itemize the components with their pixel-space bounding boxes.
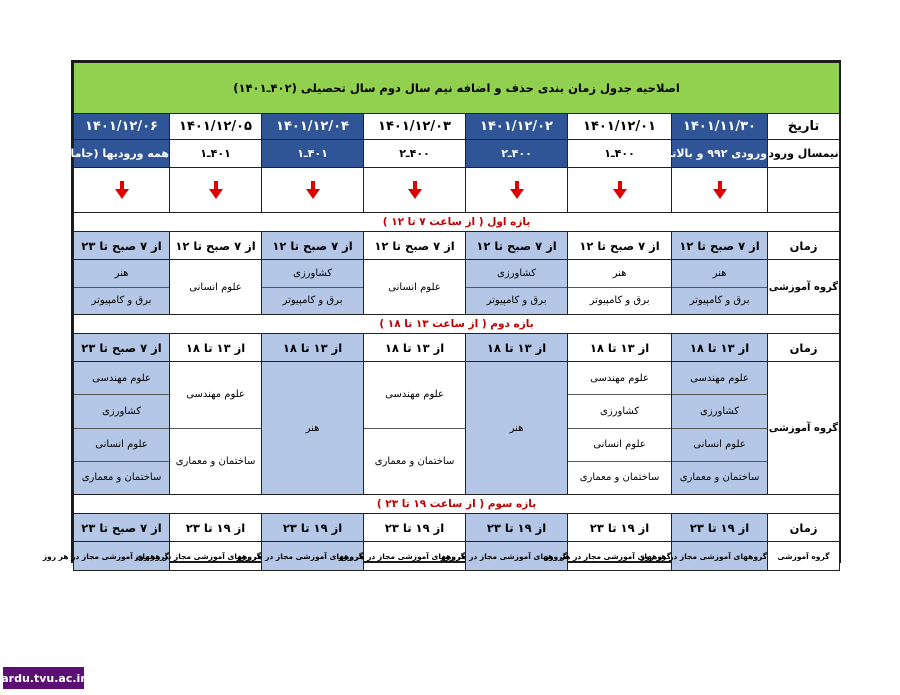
time-cell: از ۱۳ تا ۱۸: [466, 334, 568, 362]
date-cell: ۱۴۰۱/۱۲/۰۵: [170, 114, 262, 140]
group-item: کشاورزی: [466, 260, 567, 288]
table-title: اصلاحیه جدول زمان بندی حذف و اضافه نیم سال دوم سال تحصیلی (۴۰۲ـ۱۴۰۱): [74, 63, 840, 114]
group-cell: گروههای آموزشی مجاز در هر روز: [672, 542, 768, 571]
time-cell: از ۱۹ تا ۲۳: [364, 514, 466, 542]
entry-cell: ۴۰۰ـ۱: [568, 140, 672, 168]
group-item: علوم مهندسی: [364, 362, 465, 429]
time-cell: از ۷ صبح تا ۱۲: [170, 232, 262, 260]
group-item: علوم انسانی: [388, 281, 441, 293]
group-item: برق و کامپیوتر: [589, 295, 650, 307]
band-heading-second: بازه دوم ( از ساعت ۱۳ تا ۱۸ ): [74, 315, 840, 334]
time-cell: از ۷ صبح تا ۲۳: [74, 232, 170, 260]
band-heading-third: بازه سوم ( از ساعت ۱۹ تا ۲۳ ): [74, 495, 840, 514]
group-cell: [568, 362, 672, 495]
arrow-cell: [364, 168, 466, 213]
group-cell: گروههای آموزشی مجاز در هر روز: [262, 542, 364, 571]
group-cell: گروههای آموزشی مجاز در هر روز: [364, 542, 466, 571]
group-cell: [466, 260, 568, 315]
group-item: ساختمان و معماری: [579, 472, 660, 484]
date-cell: ۱۴۰۱/۱۲/۰۱: [568, 114, 672, 140]
group-cell: [568, 260, 672, 315]
arrow-label-cell: [768, 168, 840, 213]
entry-cell: ۴۰۱ـ۱: [262, 140, 364, 168]
time-cell: از ۷ صبح تا ۱۲: [568, 232, 672, 260]
group-item: علوم انسانی: [189, 281, 242, 293]
group-item: علوم مهندسی: [672, 362, 767, 395]
down-arrow-icon: [510, 181, 524, 199]
group-cell: [74, 362, 170, 495]
band-heading-first: بازه اول ( از ساعت ۷ تا ۱۲ ): [74, 213, 840, 232]
entry-cell: همه ورودیها (جامانده): [74, 140, 170, 168]
group-item: هنر: [74, 260, 169, 288]
arrow-cell: [466, 168, 568, 213]
down-arrow-icon: [209, 181, 223, 199]
time-cell: از ۱۳ تا ۱۸: [364, 334, 466, 362]
arrow-cell: [568, 168, 672, 213]
group-label: گروه آموزشی: [768, 542, 840, 571]
time-cell: از ۷ صبح تا ۱۲: [364, 232, 466, 260]
time-cell: از ۱۳ تا ۱۸: [568, 334, 672, 362]
time-cell: از ۷ صبح تا ۲۳: [74, 334, 170, 362]
down-arrow-icon: [613, 181, 627, 199]
time-label: زمان: [768, 232, 840, 260]
group-label: گروه آموزشی: [768, 362, 840, 495]
down-arrow-icon: [713, 181, 727, 199]
entry-cell: ورودی ۹۹۲ و بالاتر: [672, 140, 768, 168]
group-cell: [262, 260, 364, 315]
group-cell: [262, 362, 364, 495]
time-cell: از ۱۹ تا ۲۳: [672, 514, 768, 542]
group-item: ساختمان و معماری: [175, 455, 256, 467]
date-cell: ۱۴۰۱/۱۲/۰۶: [74, 114, 170, 140]
group-item: هنر: [305, 422, 320, 434]
date-cell: ۱۴۰۱/۱۲/۰۳: [364, 114, 466, 140]
group-item: علوم انسانی: [672, 429, 767, 462]
entry-cell: ۴۰۱ـ۱: [170, 140, 262, 168]
group-item: کشاورزی: [74, 395, 169, 428]
group-label: گروه آموزشی: [768, 260, 840, 315]
group-item: ساختمان و معماری: [81, 472, 162, 484]
group-cell: گروههای آموزشی مجاز در هر روز: [170, 542, 262, 571]
group-cell: گروههای آموزشی مجاز در هر روز: [568, 542, 672, 571]
group-item: علوم مهندسی: [568, 362, 671, 395]
date-cell: ۱۴۰۱/۱۲/۰۴: [262, 114, 364, 140]
group-cell: گروههای آموزشی مجاز در هر روز: [74, 542, 170, 571]
time-cell: از ۷ صبح تا ۱۲: [466, 232, 568, 260]
time-cell: از ۱۹ تا ۲۳: [170, 514, 262, 542]
date-cell: ۱۴۰۱/۱۲/۰۲: [466, 114, 568, 140]
time-cell: از ۷ صبح تا ۱۲: [672, 232, 768, 260]
time-cell: از ۱۹ تا ۲۳: [568, 514, 672, 542]
arrow-cell: [170, 168, 262, 213]
group-cell: [74, 260, 170, 315]
group-item: علوم مهندسی: [170, 362, 261, 429]
group-item: هنر: [509, 422, 524, 434]
group-item: هنر: [672, 260, 767, 288]
group-item: کشاورزی: [672, 395, 767, 428]
down-arrow-icon: [408, 181, 422, 199]
schedule-table: [42, 62, 840, 571]
group-cell: گروههای آموزشی مجاز در هر روز: [466, 542, 568, 571]
time-cell: از ۷ صبح تا ۲۳: [74, 514, 170, 542]
group-item: برق و کامپیوتر: [282, 295, 343, 307]
group-cell: [364, 260, 466, 315]
group-cell: [466, 362, 568, 495]
time-label: زمان: [768, 514, 840, 542]
entry-label: نیمسال ورود: [768, 140, 840, 168]
group-cell: [364, 362, 466, 495]
arrow-cell: [74, 168, 170, 213]
group-item: علوم مهندسی: [74, 362, 169, 395]
group-item: کشاورزی: [568, 395, 671, 428]
date-cell: ۱۴۰۱/۱۱/۳۰: [672, 114, 768, 140]
date-label: تاریخ: [768, 114, 840, 140]
time-cell: از ۱۹ تا ۲۳: [262, 514, 364, 542]
group-item: برق و کامپیوتر: [486, 295, 547, 307]
down-arrow-icon: [115, 181, 129, 199]
entry-cell: ۴۰۰ـ۲: [466, 140, 568, 168]
arrow-cell: [672, 168, 768, 213]
group-cell: [672, 260, 768, 315]
arrow-row: [74, 168, 840, 213]
group-item: برق و کامپیوتر: [91, 295, 152, 307]
time-cell: از ۷ صبح تا ۱۲: [262, 232, 364, 260]
entry-cell: ۴۰۰ـ۲: [364, 140, 466, 168]
time-cell: از ۱۳ تا ۱۸: [672, 334, 768, 362]
time-cell: از ۱۳ تا ۱۸: [262, 334, 364, 362]
site-url-tag[interactable]: ardu.tvu.ac.ir: [3, 667, 84, 689]
arrow-cell: [262, 168, 364, 213]
time-cell: از ۱۹ تا ۲۳: [466, 514, 568, 542]
group-item: هنر: [568, 260, 671, 288]
group-item: ساختمان و معماری: [679, 472, 760, 484]
group-cell: [672, 362, 768, 495]
group-item: علوم انسانی: [568, 429, 671, 462]
time-cell: از ۱۳ تا ۱۸: [170, 334, 262, 362]
group-item: برق و کامپیوتر: [689, 295, 750, 307]
group-cell: [170, 362, 262, 495]
group-item: کشاورزی: [262, 260, 363, 288]
down-arrow-icon: [306, 181, 320, 199]
time-label: زمان: [768, 334, 840, 362]
group-item: ساختمان و معماری: [374, 455, 455, 467]
schedule-sheet: [42, 60, 841, 563]
group-item: علوم انسانی: [74, 429, 169, 462]
group-cell: [170, 260, 262, 315]
